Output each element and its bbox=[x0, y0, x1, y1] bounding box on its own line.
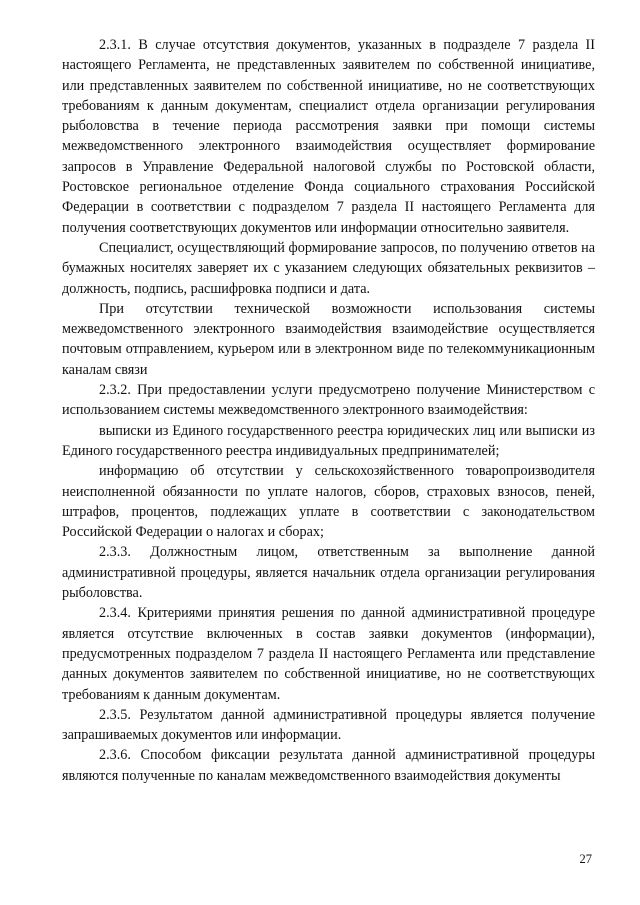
paragraph-2-3-6: 2.3.6. Способом фиксации результата данной административной процедуры являются полученные по каналам межведомственного взаимодействия документы bbox=[62, 747, 595, 784]
paragraph-2-3-3: 2.3.3. Должностным лицом, ответственным за выполнение данной административной процедуры, является начальник отдела организации регулирования рыболовства. bbox=[62, 544, 595, 602]
paragraph-2-3-1: 2.3.1. В случае отсутствия документов, указанных в подразделе 7 раздела II настоящего Регламента, не представленных заявителем по собственной инициативе, или представленных заявителем по собственной инициативе, но не соответствующих требованиям к данным документам, специалист отдела организации регулирования рыболовства в течение периода рассмотрения заявки при помощи системы межведомственного электронного взаимодействия осуществляет формирование запросов в Управление Федеральной налоговой службы по Ростовской области, Ростовское региональное отделение Фонда социального страхования Российской Федерации в соответствии с подразделом 7 раздела II настоящего Регламента для получения соответствующих документов или информации относительно заявителя. bbox=[62, 37, 595, 236]
paragraph-specialist-answers: Специалист, осуществляющий формирование запросов, по получению ответов на бумажных носителях заверяет их с указанием следующих обязательных реквизитов – должность, подпись, расшифровка подписи и дата. bbox=[62, 239, 595, 297]
paragraph-2-3-2: 2.3.2. При предоставлении услуги предусмотрено получение Министерством с использованием системы межведомственного электронного взаимодействия: bbox=[62, 382, 595, 419]
paragraph-2-3-4: 2.3.4. Критериями принятия решения по данной административной процедуре является отсутствие включенных в состав заявки документов (информации), предусмотренных подразделом 7 раздела II настоящего Регламента или представление данных документов заявителем по собственной инициативе, но не соответствующих требованиям к данным документам. bbox=[62, 605, 595, 703]
list-item-egrul-extract: выписки из Единого государственного реестра юридических лиц или выписки из Единого государственного реестра индивидуальных предпринимателей; bbox=[62, 422, 595, 459]
page-number: 27 bbox=[579, 852, 592, 866]
list-item-tax-debt-info: информацию об отсутствии у сельскохозяйственного товаропроизводителя неисполненной обязанности по уплате налогов, сборов, страховых взносов, пеней, штрафов, процентов, подлежащих уплате в соответствии с законодательством Российской Федерации о налогах и сборах; bbox=[62, 463, 595, 541]
paragraph-no-technical-possibility: При отсутствии технической возможности использования системы межведомственного электронного взаимодействия взаимодействие осуществляется почтовым отправлением, курьером или в электронном виде по телекоммуникационным каналам связи bbox=[62, 300, 595, 378]
document-body bbox=[62, 35, 595, 786]
paragraph-2-3-5: 2.3.5. Результатом данной административной процедуры является получение запрашиваемых документов или информации. bbox=[62, 706, 595, 744]
